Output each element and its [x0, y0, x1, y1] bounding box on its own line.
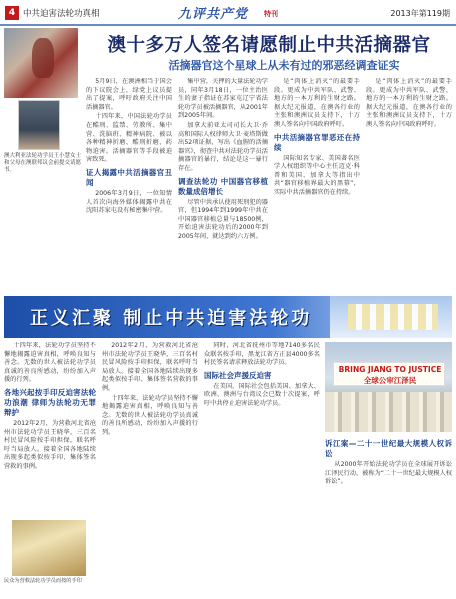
bottom-column-4 — [325, 436, 452, 594]
fingerprint-photo-caption: 民众为营救法轮功学员而按的手印 — [4, 578, 82, 584]
article-column-3 — [274, 78, 360, 292]
paragraph: 集中营，关押的大量法轮功学员，同年3月18日，一位主治医生的妻子指证在苏家屯辽宁省法轮功学员被活摘器官，从2001年到2005年间。 — [178, 78, 268, 120]
page-header — [0, 0, 456, 26]
banner-artwork — [330, 296, 452, 338]
protest-banner — [333, 362, 445, 386]
protest-banner-chinese: 全球公审江泽民 — [363, 376, 417, 385]
bottom-column-2 — [102, 342, 198, 594]
paragraph: 在美国，国际社会包括美国、加拿大、欧洲、澳洲与台湾议会已数十次提案，呼吁中共停止迫害法轮功学员。 — [204, 382, 320, 407]
paragraph: 加拿大前亚太司司长大卫·乔高和国际人权律师大卫·麦塔斯做出52项证据，写出《血腥的活摘器官》，彻查中共对法轮功学员活摘器官的暴行，结论是这一暴行存在。 — [178, 121, 268, 172]
petition-photo — [18, 100, 60, 150]
section-heading: 调查法轮功 中国器官移植数量成倍增长 — [178, 176, 268, 196]
protest-photo — [325, 342, 452, 432]
paragraph: 十四年来，法轮功学员坚持不懈地揭露迫害真相，呼唤良知与善念。无数的世人被法轮功学员真诚的善良所感动，纷纷加入声援的行列。 — [102, 394, 198, 436]
article-column-2 — [178, 78, 268, 292]
protest-crowd — [325, 392, 452, 432]
paragraph: 2012年2月，为营救河北省沧州市法轮功学员王晓华，三百名村民冒风险按手印担保，联名呼吁当局放人。接着全国各地陆续出现多起类似按手印、集体签名营救的事例。 — [102, 342, 198, 392]
publication-title: 九评共产党 — [178, 7, 249, 22]
bottom-column-3 — [204, 342, 320, 594]
section-banner — [4, 296, 452, 338]
photo-caption: 澳大利亚法轮功学员王小慧女士和父母在澳联邦议会前提交请愿书。 — [4, 153, 82, 173]
paragraph: 是“肉体上消灭”的最要手段。更成为中共军队、武警、地方的一本万利的生财之路。据大纪元报道，在澳各行业的主张和澳洲议员支持下，十万澳人签名向中国政府呼吁。 — [366, 78, 452, 128]
paragraph: 十四年来，中国法轮功学员在酷刑、监禁、劳教所、集中营、洗脑班、精神病院、被以各种精神折磨、酷刑折磨、药物迫害。活摘器官等手段被迫害致死。 — [86, 113, 172, 164]
section-heading: 国际社会声援反迫害 — [204, 370, 272, 380]
section-heading: 证人揭露中共活摘器官丑闻 — [86, 167, 172, 187]
paragraph: 从2000年开始法轮功学员在全球展开诉讼江泽民行动，被称为“二十一世纪最大规模人权诉讼”。 — [325, 461, 452, 486]
paragraph: 2012年2月，为营救河北省沧州市法轮功学员王晓华，三百名村民冒风险按手印担保，联名呼吁当局放人。接着全国各地陆续出现多起类似按手印、集体签名营救的事例。 — [4, 419, 96, 470]
paragraph: 是“肉体上消灭”的最要手段。更成为中共军队、武警、地方的一本万利的生财之路。据大纪元报道，在澳各行业的主张和澳洲议员支持下，十万澳人签名向中国政府呼吁。 — [274, 78, 360, 128]
protest-banner-english: BRING JIANG TO JUSTICE — [338, 365, 442, 374]
paragraph: 同时，河北省抚州市等地7140多名民众联名按手印，黑龙江省方正县4000多名村民签名请求释放法轮功学员。 — [204, 342, 320, 367]
banner-title: 正义汇聚 制止中共迫害法轮功 — [30, 308, 313, 329]
paragraph: 尽管中共承认使用死刑犯的器官，但1994年到1999年中共在中国器官移植总量与18500例，开始迫害法轮功后的2000年到2005年间，就达到约六万例。 — [178, 198, 268, 240]
section-title: 中共迫害法轮功真相 — [23, 9, 100, 19]
subheadline: 活摘器官这个星球上从未有过的邪恶经调查证实 — [168, 59, 400, 72]
bottom-column-1 — [4, 342, 96, 516]
fingerprint-petition-photo — [12, 520, 86, 576]
issue-number: 2013年第119期 — [390, 9, 450, 18]
section-heading: 各地兴起按手印反迫害法轮功浪潮 律师为法轮功无罪辩护 — [4, 387, 96, 417]
article-column-1 — [86, 78, 172, 292]
paragraph: 2006年3月9日，一位知情人首次向海外媒体揭露中共在沈阳苏家屯设有秘密集中营。 — [86, 189, 172, 215]
top-photo — [4, 28, 78, 98]
article-column-4 — [366, 78, 452, 292]
publication-subtitle: 特刊 — [264, 10, 278, 18]
page-number: 4 — [5, 6, 19, 20]
paragraph: 5月9日，在澳洲相当于国会的下议院会上，绿党上议员提出了提案，呼吁政府关注中国活摘器官。 — [86, 78, 172, 111]
section-heading: 中共活摘器官罪恶还在持续 — [274, 132, 360, 152]
paragraph: 国际知名专家、美国著名医学人权组织等中心主任迈克·科普和美国、加拿大等指出中共“器官移植界最大的黑幕”，实际中共活摘器官仍在持续。 — [274, 154, 360, 196]
paragraph: 十四年来，法轮功学员坚持不懈地揭露迫害真相，呼唤良知与善念。无数的世人被法轮功学员真诚的善良所感动，纷纷加入声援的行列。 — [4, 342, 96, 384]
headline: 澳十多万人签名请愿制止中共活摘器官 — [107, 35, 431, 56]
section-heading: 诉江案—二十一世纪最大规模人权诉讼 — [325, 439, 452, 458]
